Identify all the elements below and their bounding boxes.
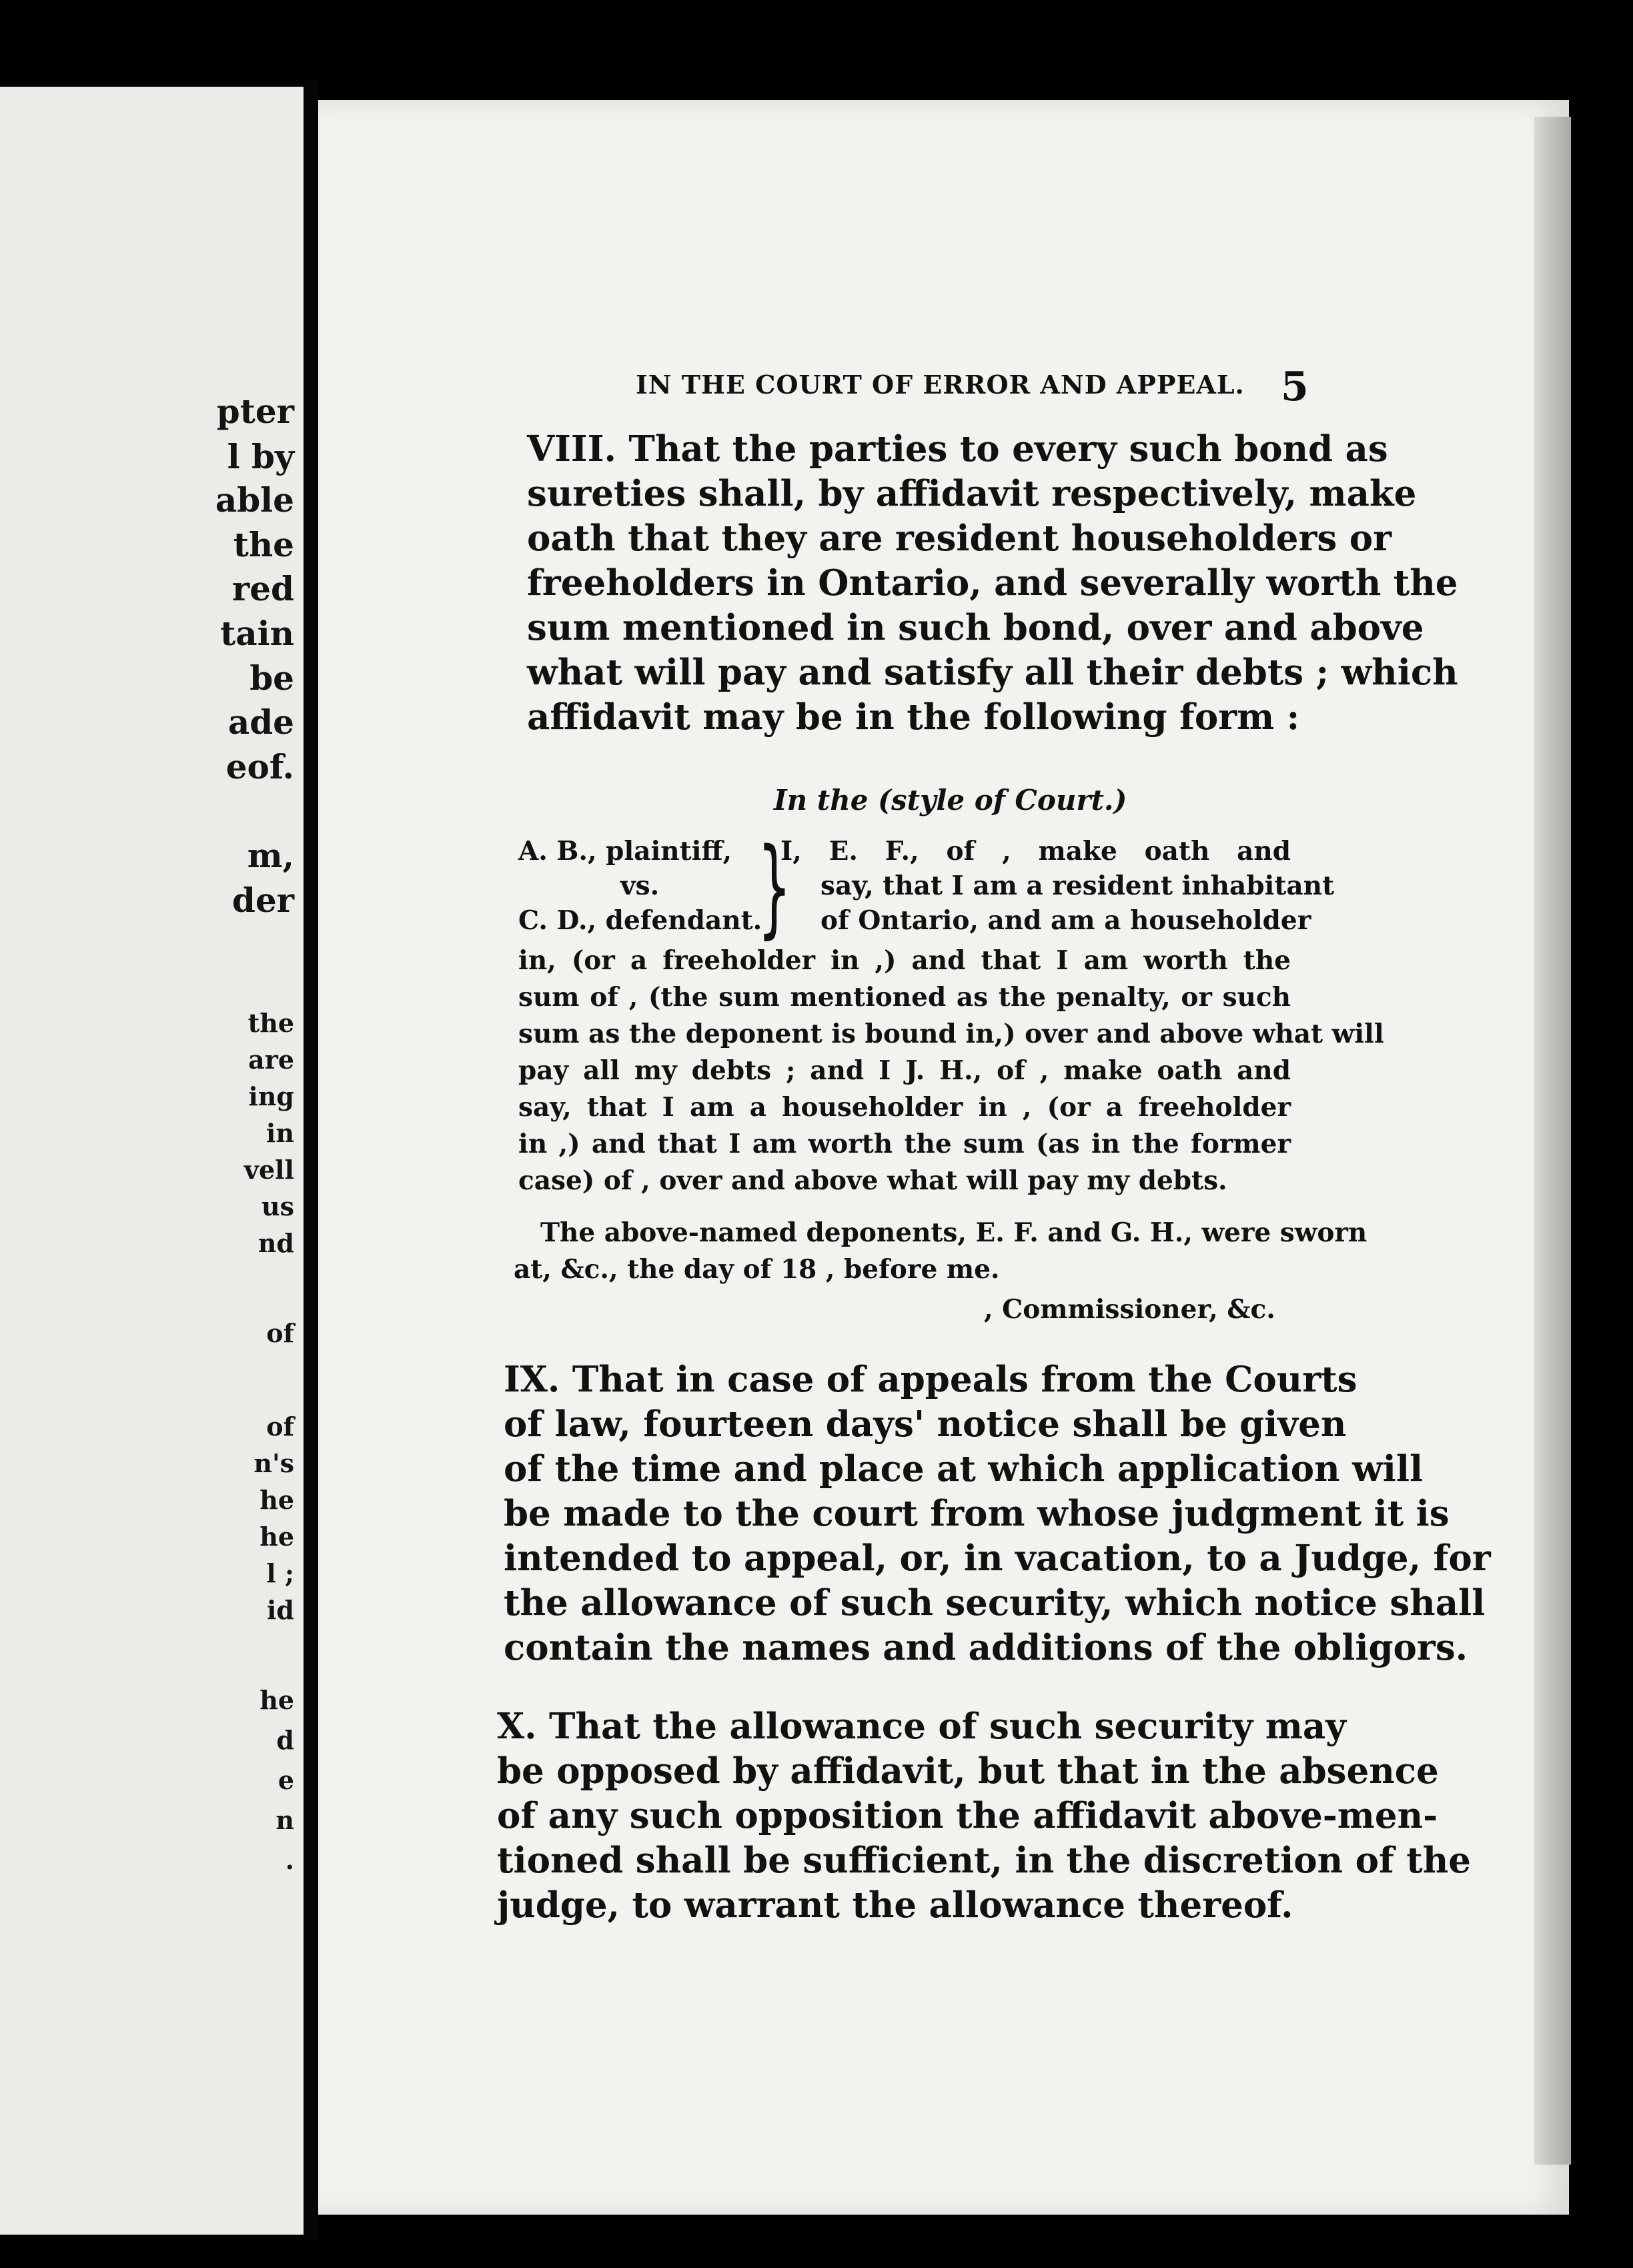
section-x [497,1704,1471,1928]
section-viii-line: VIII. That the parties to every such bond as [527,428,1388,470]
facing-page-fragment: the [247,1008,294,1038]
section-ix-line: of the time and place at which application will [504,1448,1424,1490]
facing-page-fragment: l by [227,437,294,476]
form-body-line: case) of , over and above what will pay my debts. [518,1165,1227,1196]
facing-page-fragment: he [259,1522,294,1552]
section-ix-line: of law, fourteen days' notice shall be given [504,1403,1347,1445]
facing-page-fragment: m, [247,836,294,875]
section-viii-line: sureties shall, by affidavit respectively, make [527,473,1417,514]
facing-page-fragment: red [231,569,294,608]
facing-page-fragment: tain [220,614,294,653]
facing-page-fragment: eof. [225,747,294,786]
facing-page-fragment: ade [227,702,294,742]
facing-page-fragment: be [249,658,294,698]
party-plaintiff: A. B., plaintiff, [518,836,732,867]
section-ix-line: contain the names and additions of the obligors. [504,1627,1468,1668]
form-body-line: sum as the deponent is bound in,) over and above what will [518,1019,1384,1049]
section-ix-line: be made to the court from whose judgment it is [504,1493,1450,1534]
jurat-line: The above-named deponents, E. F. and G. H., were sworn [540,1217,1368,1248]
form-body-line: in ,) and that I am worth the sum (as in the former [518,1129,1291,1159]
book-gutter [304,80,318,2241]
section-viii-line: sum mentioned in such bond, over and above [527,607,1424,648]
page-number: 5 [1281,364,1309,410]
oath-line: say, that I am a resident inhabitant [821,871,1335,901]
form-body-line: say, that I am a householder in , (or a freeholder [518,1092,1291,1123]
form-body-line: sum of , (the sum mentioned as the penalty, or such [518,982,1291,1013]
facing-page-fragment: d [276,1725,294,1755]
section-viii-line: oath that they are resident householders or [527,518,1392,559]
page-edge-shadow [1534,117,1571,2165]
facing-page-fragment: of [266,1411,294,1442]
facing-page-fragment: l ; [266,1558,294,1588]
section-x-line: of any such opposition the affidavit above-men- [497,1795,1438,1836]
facing-page-fragment: the [233,525,294,564]
facing-page-fragment: ing [248,1081,294,1111]
facing-page-fragment: id [266,1595,294,1625]
section-viii [527,427,1458,740]
section-x-line: tioned shall be sufficient, in the discretion of the [497,1840,1471,1881]
facing-page-fragment: in [265,1118,294,1148]
facing-page-fragment: . [285,1845,294,1875]
oath-line: of Ontario, and am a householder [821,905,1311,936]
facing-page-fragment: n [276,1805,294,1835]
section-viii-line: freeholders in Ontario, and severally worth the [527,562,1458,604]
facing-page [0,87,304,2235]
section-ix [504,1357,1491,1670]
jurat-line: at, &c., the day of 18 , before me. [514,1254,1000,1285]
facing-page-fragment: us [261,1191,294,1221]
running-head: IN THE COURT OF ERROR AND APPEAL. [636,370,1245,400]
section-ix-line: the allowance of such security, which notice shall [504,1582,1486,1624]
brace-glyph: } [757,824,792,949]
section-viii-line: what will pay and satisfy all their debts ; which [527,652,1458,693]
party-versus: vs. [620,871,660,901]
court-style-heading: In the (style of Court.) [774,784,1127,816]
commissioner-line: , Commissioner, &c. [984,1294,1275,1325]
facing-page-fragment: nd [257,1228,294,1258]
section-viii-line: affidavit may be in the following form : [527,696,1300,738]
oath-line: I, E. F., of , make oath and [780,836,1291,867]
facing-page-fragment: e [278,1765,294,1795]
form-body-line: pay all my debts ; and I J. H., of , make oath and [518,1055,1291,1086]
facing-page-fragment: he [259,1685,294,1715]
section-x-line: judge, to warrant the allowance thereof. [497,1884,1293,1926]
section-ix-line: intended to appeal, or, in vacation, to a Judge, for [504,1538,1491,1579]
facing-page-fragment: pter [216,392,294,431]
facing-page-fragment: n's [253,1448,294,1478]
facing-page-fragment: of [266,1318,294,1348]
section-x-line: be opposed by affidavit, but that in the absence [497,1750,1439,1792]
facing-page-fragment: der [231,881,294,920]
form-body-line: in, (or a freeholder in ,) and that I am worth the [518,945,1291,976]
facing-page-fragment: able [215,480,294,520]
party-defendant: C. D., defendant. [518,905,762,936]
facing-page-fragment: vell [243,1155,294,1185]
facing-page-fragment: he [259,1485,294,1515]
section-x-line: X. That the allowance of such security may [497,1706,1346,1747]
section-ix-line: IX. That in case of appeals from the Courts [504,1359,1357,1400]
facing-page-fragment: are [248,1045,294,1075]
